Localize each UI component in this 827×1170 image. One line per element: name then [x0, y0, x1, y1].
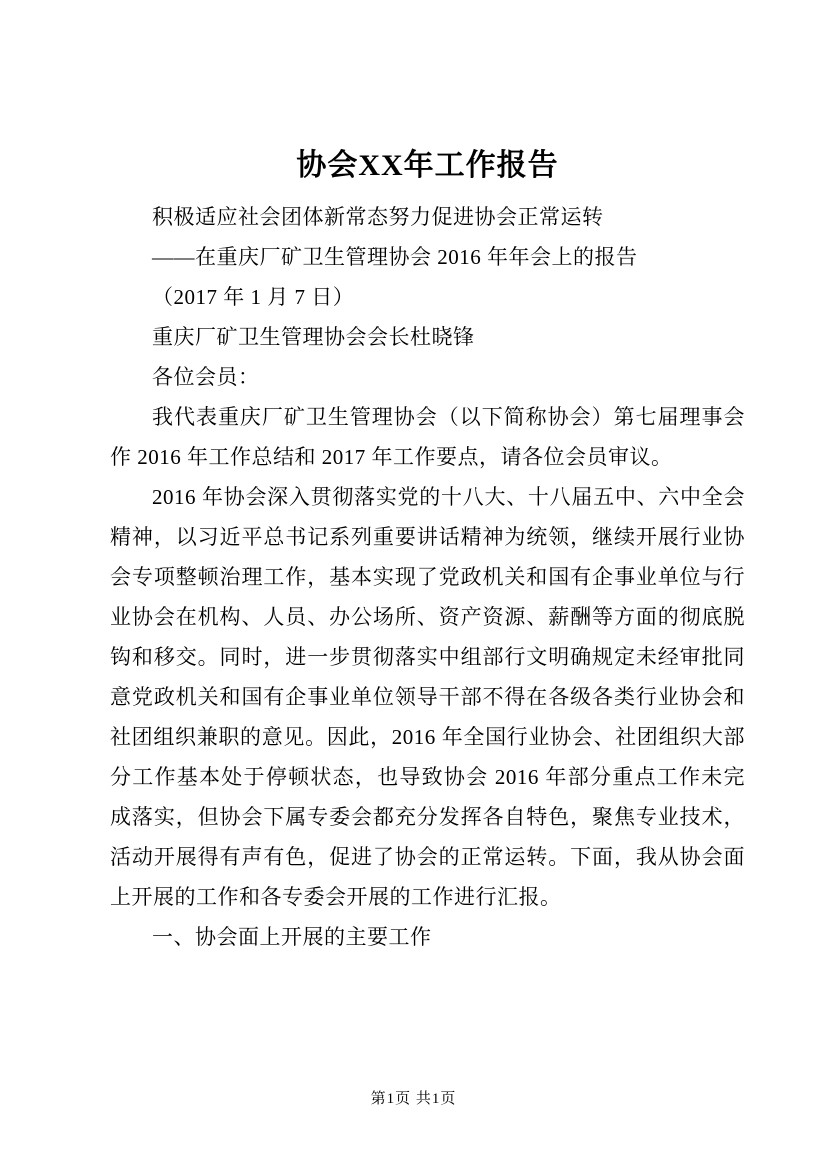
paragraph-speaker: 重庆厂矿卫生管理协会会长杜晓锋 [152, 325, 475, 349]
paragraph-body-intro: 我代表重庆厂矿卫生管理协会（以下简称协会）第七届理事会作 2016 年工作总结和 2017 年工作要点，请各位会员审议。 [110, 405, 745, 469]
document-title: 协会XX年工作报告 [296, 149, 559, 182]
paragraph-subtitle: 积极适应社会团体新常态努力促进协会正常运转 [152, 205, 604, 229]
paragraph-body-main: 2016 年协会深入贯彻落实党的十八大、十八届五中、六中全会精神，以习近平总书记系列重要讲话精神为统领，继续开展行业协会专项整顿治理工作，基本实现了党政机关和国有企事业单位与行业协会在机构、人员、办公场所、资产资源、薪酬等方面的彻底脱钩和移交。同时，进一步贯彻落实中组部行文明确规定未经审批同意党政机关和国有企事业单位领导干部不得在各级各类行业协会和社团组织兼职的意见。因此，2016 年全国行业协会、社团组织大部分工作基本处于停顿状态，也导致协会 2016 年部分重点工作未完成落实，但协会下属专委会都充分发挥各自特色，聚焦专业技术，活动开展得有声有色，促进了协会的正常运转。下面，我从协会面上开展的工作和各专委会开展的工作进行汇报。 [110, 485, 745, 909]
section-heading: 一、协会面上开展的主要工作 [152, 925, 432, 949]
page-number: 第1页 共1页 [370, 1091, 457, 1107]
paragraph-salutation: 各位会员： [152, 365, 260, 389]
paragraph-date: （2017 年 1 月 7 日） [152, 285, 355, 309]
page-footer [0, 1087, 827, 1108]
paragraph-report-occasion: ——在重庆厂矿卫生管理协会 2016 年年会上的报告 [152, 245, 638, 269]
